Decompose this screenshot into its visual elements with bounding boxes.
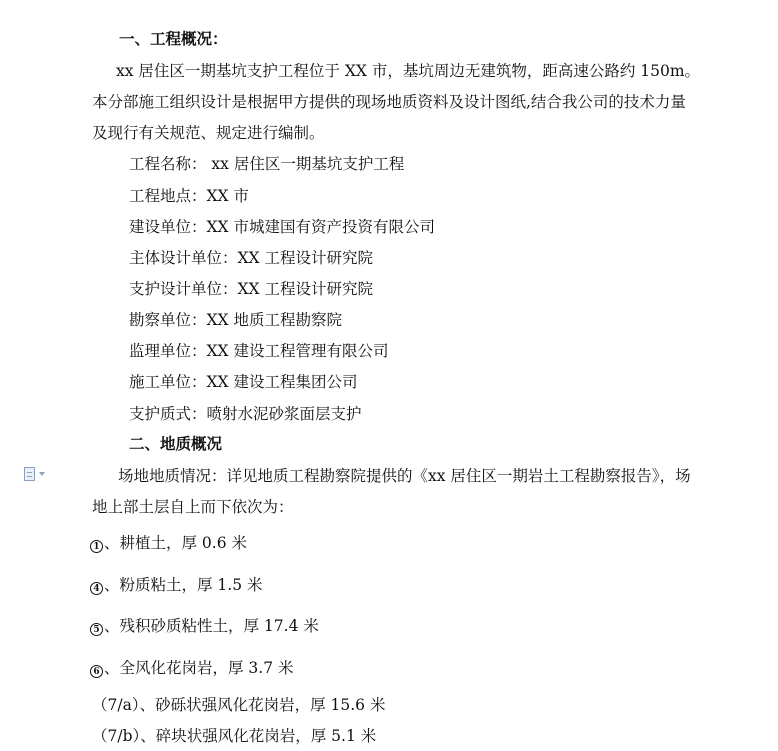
- geology-paragraph-line-2: 地上部土层自上而下依次为：: [92, 498, 294, 516]
- detail-project-location: 工程地点：XX 市: [129, 187, 249, 205]
- circled-number-marker: 4: [90, 582, 103, 595]
- detail-owner: 建设单位：XX 市城建国有资产投资有限公司: [129, 218, 435, 236]
- layer-item: [90, 575, 263, 595]
- overview-paragraph-line-2: 本分部施工组织设计是根据甲方提供的现场地质资料及设计图纸,结合我公司的技术力量: [92, 93, 686, 111]
- layer-text: 、全风化花岗岩，厚 3.7 米: [104, 659, 294, 677]
- circled-number-marker: 1: [90, 540, 103, 553]
- circled-number-marker: 6: [90, 665, 103, 678]
- layer-item-7a: （7/a）、砂砾状强风化花岗岩，厚 15.6 米: [92, 696, 386, 714]
- circled-number-marker: 5: [90, 623, 103, 636]
- section-heading-overview: 一、工程概况：: [119, 29, 228, 48]
- layer-text: 、残积砂质粘性土，厚 17.4 米: [104, 617, 319, 635]
- detail-project-name: 工程名称： xx 居住区一期基坑支护工程: [129, 155, 405, 173]
- detail-supervision-unit: 监理单位：XX 建设工程管理有限公司: [129, 342, 389, 360]
- layer-item-7b: （7/b）、碎块状强风化花岗岩，厚 5.1 米: [92, 727, 377, 745]
- detail-support-type: 支护质式：喷射水泥砂浆面层支护: [129, 405, 362, 423]
- section-heading-geology: 二、地质概况: [129, 434, 223, 453]
- overview-paragraph-line-3: 及现行有关规范、规定进行编制。: [92, 124, 325, 142]
- detail-construction-unit: 施工单位：XX 建设工程集团公司: [129, 373, 358, 391]
- layer-item: [90, 533, 247, 553]
- layer-text: 、耕植土，厚 0.6 米: [104, 534, 248, 552]
- document-icon[interactable]: [24, 467, 35, 481]
- layer-item: [90, 658, 294, 678]
- layer-text: 、粉质粘土，厚 1.5 米: [104, 576, 263, 594]
- overview-paragraph-line-1: xx 居住区一期基坑支护工程位于 XX 市，基坑周边无建筑物，距高速公路约 150m。: [116, 62, 701, 80]
- chevron-down-icon[interactable]: [39, 472, 45, 476]
- detail-support-designer: 支护设计单位：XX 工程设计研究院: [129, 280, 373, 298]
- detail-survey-unit: 勘察单位：XX 地质工程勘察院: [129, 311, 342, 329]
- layer-item: [90, 616, 319, 636]
- geology-paragraph-line-1: 场地地质情况：详见地质工程勘察院提供的《xx 居住区一期岩土工程勘察报告》，场: [118, 467, 691, 485]
- detail-main-designer: 主体设计单位：XX 工程设计研究院: [129, 249, 373, 267]
